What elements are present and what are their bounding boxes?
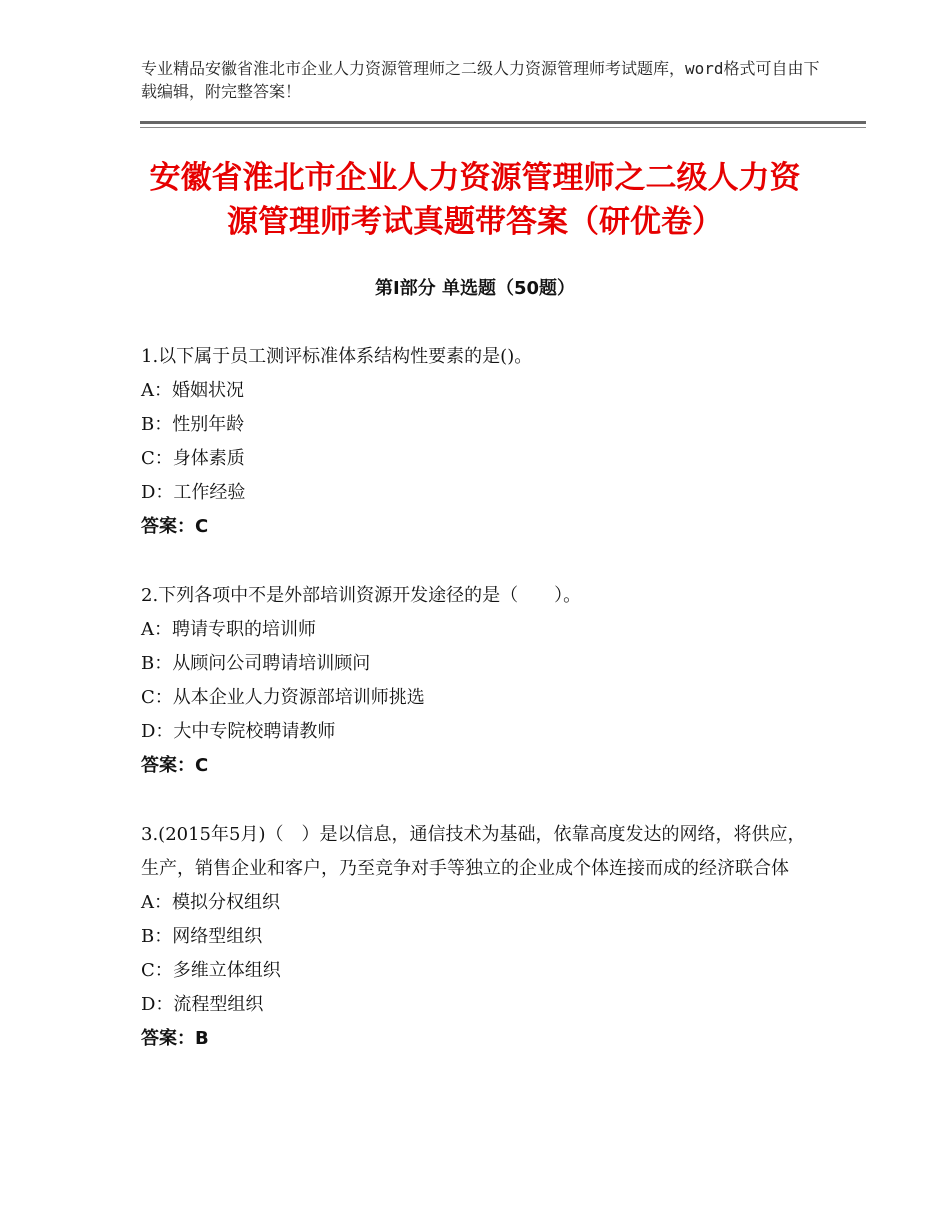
option-a: A：模拟分权组织 [141, 892, 280, 913]
option-b: B：性别年龄 [141, 414, 245, 435]
question-3 [141, 818, 821, 1056]
option-d: D：大中专院校聘请教师 [141, 721, 336, 742]
option-a: A：聘请专职的培训师 [141, 619, 316, 640]
answer: 答案：C [141, 755, 209, 776]
option-b: B：从顾问公司聘请培训顾问 [141, 653, 371, 674]
document-title: 安徽省淮北市企业人力资源管理师之二级人力资源管理师考试真题带答案（研优卷） [149, 160, 801, 240]
header-divider [140, 121, 866, 124]
question-text: 1.以下属于员工测评标准体系结构性要素的是()。 [141, 346, 533, 367]
header-divider-thin [140, 127, 866, 128]
header-note: 专业精品安徽省淮北市企业人力资源管理师之二级人力资源管理师考试题库，word格式可自由下载编辑，附完整答案！ [141, 59, 820, 101]
section-title: 第Ⅰ部分 单选题（50题） [374, 278, 575, 299]
question-2 [141, 579, 821, 783]
question-text: 3.(2015年5月)（ ）是以信息，通信技术为基础，依靠高度发达的网络，将供应，生产，销售企业和客户，乃至竞争对手等独立的企业成个体连接而成的经济联合体 [141, 824, 806, 879]
question-1 [141, 340, 821, 544]
option-d: D：流程型组织 [141, 994, 264, 1015]
question-text: 2.下列各项中不是外部培训资源开发途径的是（ ）。 [141, 585, 582, 606]
option-c: C：多维立体组织 [141, 960, 281, 981]
option-a: A：婚姻状况 [141, 380, 244, 401]
option-c: C：身体素质 [141, 448, 245, 469]
option-c: C：从本企业人力资源部培训师挑选 [141, 687, 425, 708]
answer: 答案：C [141, 516, 209, 537]
option-d: D：工作经验 [141, 482, 246, 503]
answer: 答案：B [141, 1028, 209, 1049]
option-b: B：网络型组织 [141, 926, 263, 947]
